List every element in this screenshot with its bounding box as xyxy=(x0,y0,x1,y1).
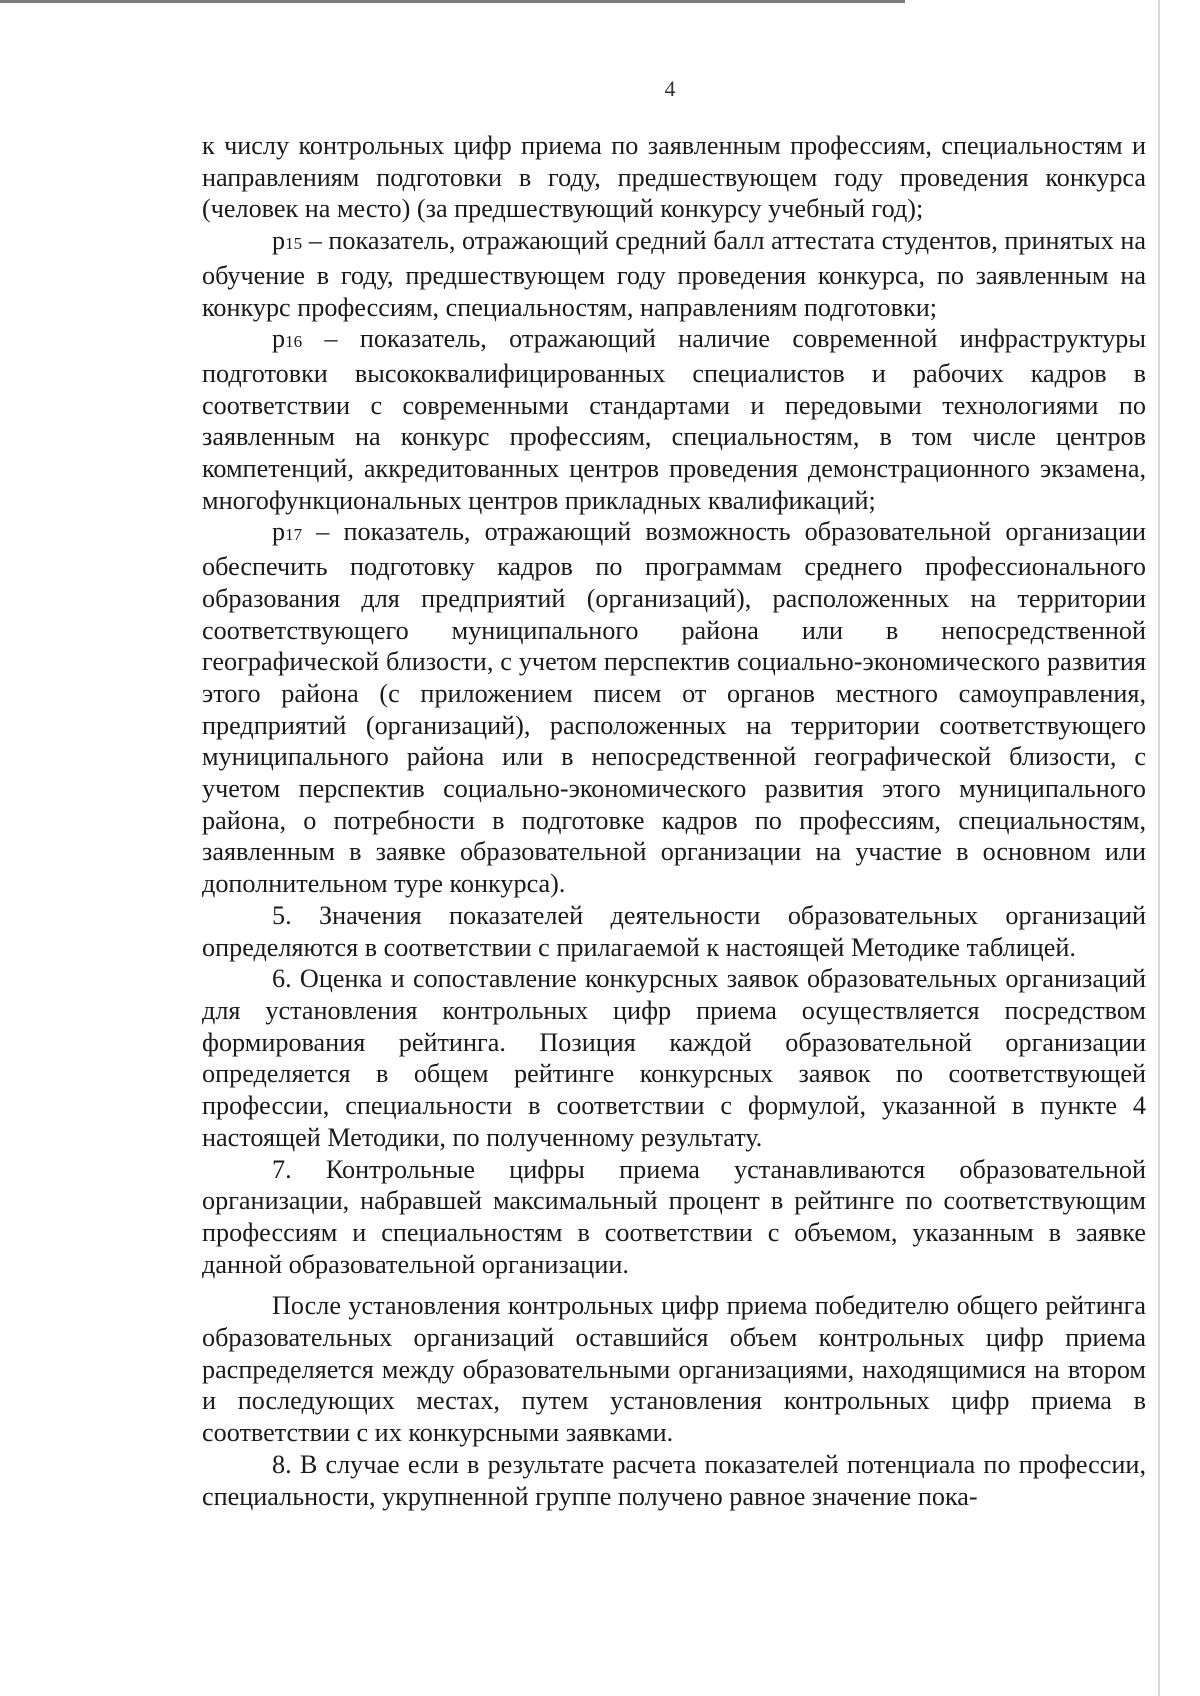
paragraph-text: к числу контрольных цифр приема по заявленным профессиям, специальностям и направлениям подготовки в году, предшествующем году проведения конкурса (человек на место) (за предшествующий конкурсу учебный год); xyxy=(202,131,1146,224)
paragraph-text: 6. Оценка и сопоставление конкурсных заявок образовательных организаций для установления контрольных цифр приема осуществляется посредством формирования рейтинга. Позиция каждой образовательной организации определяется в общем рейтинге конкурсных заявок по соответствующей профессии, специальности в соответствии с формулой, указанной в пункте 4 настоящей Методики, по полученному результату. xyxy=(202,964,1146,1152)
scan-edge-right xyxy=(1158,0,1160,1696)
variable-symbol: p xyxy=(272,324,286,354)
paragraph-text: – показатель, отражающий средний балл аттестата студентов, принятых на обучение в году, предшествующем году проведения конкурса, по заявленным на конкурс профессиям, специальностям, направлениям подготовки; xyxy=(202,226,1146,322)
paragraph-text: 7. Контрольные цифры приема устанавливаются образовательной организации, набравшей максимальный процент в рейтинге по соответствующим профессиям и специальностям в соответствии с объемом, указанным в заявке данной образовательной организации. xyxy=(202,1154,1146,1279)
paragraph-text: 8. В случае если в результате расчета показателей потенциала по профессии, специальности, укрупненной группе получено равное значение пока- xyxy=(202,1449,1146,1511)
variable-subscript: 17 xyxy=(285,525,303,545)
variable-symbol: p xyxy=(272,226,286,256)
variable-symbol: p xyxy=(272,517,286,547)
paragraph-item-5 xyxy=(202,900,1146,963)
variable-subscript: 16 xyxy=(285,332,303,352)
paragraph-p17 xyxy=(202,516,1146,899)
paragraph-text: – показатель, отражающий наличие современной инфраструктуры подготовки высококвалифицированных специалистов и рабочих кадров в соответствии с современными стандартами и передовыми технологиями по заявленным на конкурс профессиям, специальностям, в том числе центров компетенций, аккредитованных центров проведения демонстрационного экзамена, многофункциональных центров прикладных квалификаций; xyxy=(202,324,1146,515)
scan-edge-top xyxy=(0,0,905,3)
paragraph-item-7-continued xyxy=(202,1290,1146,1449)
paragraph-item-6 xyxy=(202,963,1146,1153)
paragraph-item-7 xyxy=(202,1154,1146,1281)
variable-subscript: 15 xyxy=(285,234,303,254)
paragraph-text: – показатель, отражающий возможность образовательной организации обеспечить подготовку кадров по программам среднего профессионального образования для предприятий (организаций), расположенных на территории соответствующего муниципального района или в непосредственной географической близости, с учетом перспектив социально-экономического развития этого района (с приложением писем от органов местного самоуправления, предприятий (организаций), расположенных на территории соответствующего муниципального района или в непосредственной географической близости, с учетом перспектив социально-экономического развития этого муниципального района, о потребности в подготовке кадров по профессиям, специальностям, заявленным в заявке образовательной организации на участие в основном или дополнительном туре конкурса). xyxy=(202,517,1146,899)
document-body xyxy=(202,130,1146,1512)
paragraph-text: 5. Значения показателей деятельности образовательных организаций определяются в соответствии с прилагаемой к настоящей Методике таблицей. xyxy=(202,900,1146,962)
paragraph-text: После установления контрольных цифр приема победителю общего рейтинга образовательных организаций оставшийся объем контрольных цифр приема распределяется между образовательными организациями, находящимися на втором и последующих местах, путем установления контрольных цифр приема в соответствии с их конкурсными заявками. xyxy=(202,1291,1146,1448)
paragraph-item-8 xyxy=(202,1449,1146,1512)
paragraph-p16 xyxy=(202,323,1146,516)
paragraph-continuation xyxy=(202,130,1146,225)
paragraph-p15 xyxy=(202,225,1146,323)
page-number: 4 xyxy=(664,76,676,101)
